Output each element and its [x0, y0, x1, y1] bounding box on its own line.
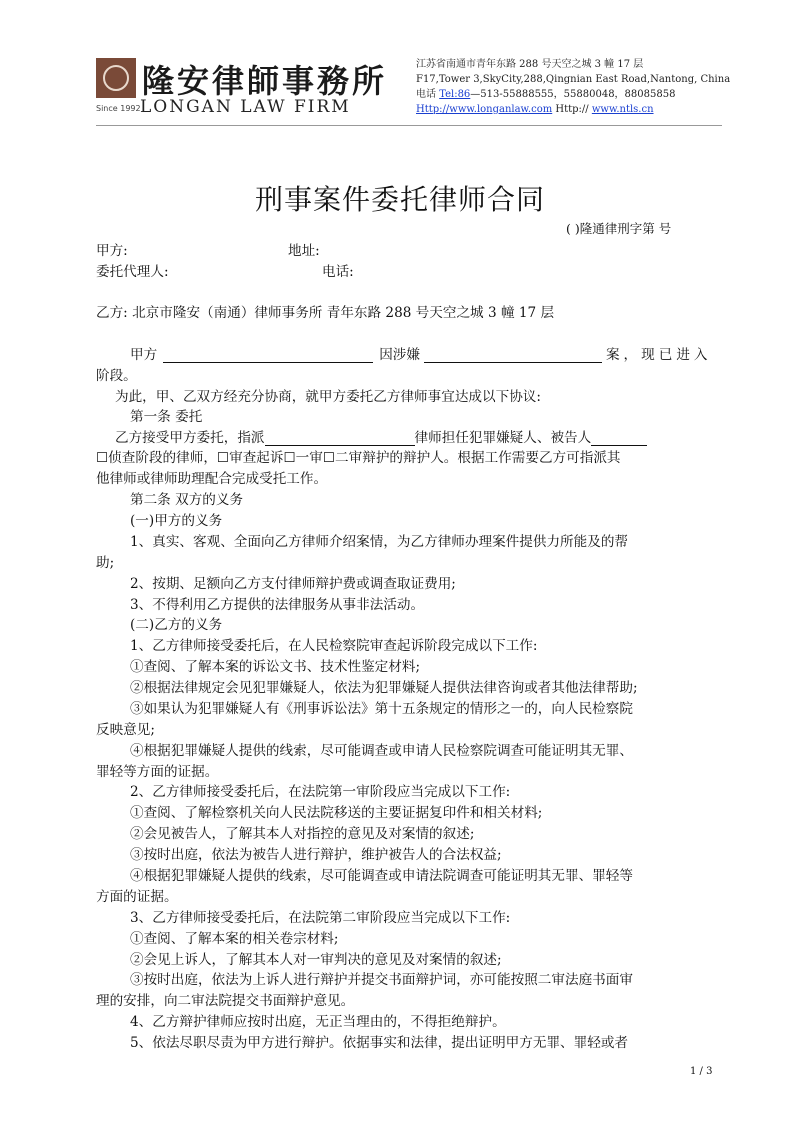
article-1-role-text: 律师担任犯罪嫌疑人、被告人 [414, 430, 592, 446]
party-b-duty-5: 5、依法尽职尽责为甲方进行辩护。依据事实和法律，提出证明甲方无罪、罪轻或者 [130, 1035, 629, 1051]
party-a-name-blank[interactable] [163, 348, 373, 363]
party-b-duty-3: 3、乙方律师接受委托后，在法院第二审阶段应当完成以下工作: [130, 910, 511, 926]
firm-logo-emblem [96, 58, 136, 98]
party-b-duty-3-item-1: ①查阅、了解本案的相关卷宗材料; [130, 931, 339, 947]
case-number: ( )隆通律刑字第 号 [566, 221, 672, 236]
intro-suspect-label: 因涉嫌 [379, 347, 420, 363]
firm-websites [416, 103, 654, 117]
party-b-duty-1-item-4: ④根据犯罪嫌疑人提供的线索，尽可能调查或申请人民检察院调查可能证明其无罪、 [130, 743, 633, 759]
article-1-line-2: ☐侦查阶段的律师，☐审查起诉☐一审☐二审辩护的辩护人。根据工作需要乙方可指派其 [96, 450, 621, 466]
party-b-duty-3-item-3-cont: 理的安排，向二审法院提交书面辩护意见。 [96, 993, 355, 1009]
firm-address-cn: 江苏省南通市青年东路 288 号天空之城 3 幢 17 层 [416, 59, 644, 70]
party-b-duty-2-item-4: ④根据犯罪嫌疑人提供的线索，尽可能调查或申请法院调查可能证明其无罪、罪轻等 [130, 868, 633, 884]
phone-prefix: 电话 [416, 89, 440, 100]
website-separator: Http:// [552, 104, 592, 115]
party-b-duty-3-item-3: ③按时出庭，依法为上诉人进行辩护并提交书面辩护词，亦可能按照二审法庭书面审 [130, 972, 633, 988]
article-1-line-3: 他律师或律师助理配合完成受托工作。 [96, 471, 328, 487]
party-b-duty-1-item-3: ③如果认为犯罪嫌疑人有《刑事诉讼法》第十五条规定的情形之一的，向人民检察院 [130, 701, 633, 717]
party-b-duty-2-item-3: ③按时出庭，依法为被告人进行辩护，维护被告人的合法权益; [130, 847, 502, 863]
article-1-title: 第一条 委托 [130, 409, 203, 425]
page-number: 1 / 3 [690, 1066, 713, 1077]
party-b-duty-1-item-2: ②根据法律规定会见犯罪嫌疑人，依法为犯罪嫌疑人提供法律咨询或者其他法律帮助; [130, 680, 638, 696]
website-link-longanlaw[interactable]: Http://www.longanlaw.com [416, 104, 553, 115]
party-b-duty-3-item-2: ②会见上诉人，了解其本人对一审判决的意见及对案情的叙述; [130, 952, 502, 968]
party-a-duty-1-cont: 助; [96, 555, 115, 571]
article-1-line-1 [115, 426, 725, 446]
website-link-ntls[interactable]: www.ntls.cn [591, 104, 654, 115]
party-a-duties-title: (一)甲方的义务 [130, 513, 223, 529]
intro-party-a-label: 甲方 [130, 347, 158, 363]
lawyer-name-blank[interactable] [265, 431, 415, 446]
party-b-duty-1-item-4-cont: 罪轻等方面的证据。 [96, 764, 219, 780]
party-b-duty-2-item-2: ②会见被告人，了解其本人对指控的意见及对案情的叙述; [130, 826, 475, 842]
phone-numbers: —513-55888555，55880048，88085858 [470, 89, 676, 100]
party-a-duty-2: 2、按期、足额向乙方支付律师辩护费或调查取证费用; [130, 576, 456, 592]
party-b-duty-4: 4、乙方辩护律师应按时出庭，无正当理由的，不得拒绝辩护。 [130, 1014, 506, 1030]
document-title: 刑事案件委托律师合同 [254, 183, 545, 216]
defendant-name-blank[interactable] [591, 431, 647, 446]
header-divider [96, 125, 722, 126]
phone-link[interactable]: Tel:86 [439, 89, 471, 100]
firm-phone [416, 88, 675, 102]
party-a-label: 甲方: [96, 243, 128, 259]
agent-label: 委托代理人: [96, 264, 169, 280]
party-b-duty-2: 2、乙方律师接受委托后，在法院第一审阶段应当完成以下工作: [130, 784, 511, 800]
agent-phone-label: 电话: [322, 264, 354, 280]
charge-blank[interactable] [424, 348, 602, 363]
intro-line [130, 343, 722, 363]
party-b-duties-title: (二)乙方的义务 [130, 617, 223, 633]
party-a-duty-3: 3、不得利用乙方提供的法律服务从事非法活动。 [130, 597, 425, 613]
party-b-duty-2-item-1: ①查阅、了解检察机关向人民法院移送的主要证据复印件和相关材料; [130, 805, 543, 821]
firm-logo-english: LONGAN LAW FIRM [140, 97, 351, 117]
party-b-info: 乙方: 北京市隆安（南通）律师事务所 青年东路 288 号天空之城 3 幢 17 层 [96, 305, 555, 321]
intro-stage: 阶段。 [96, 368, 137, 384]
article-2-title: 第二条 双方的义务 [130, 492, 244, 508]
party-a-duty-1: 1、真实、客观、全面向乙方律师介绍案情，为乙方律师办理案件提供力所能及的帮 [130, 534, 629, 550]
party-a-address-label: 地址: [288, 243, 320, 259]
party-b-duty-1-item-1: ①查阅、了解本案的诉讼文书、技术性鉴定材料; [130, 659, 421, 675]
firm-since-label: Since 1992 [96, 104, 141, 113]
party-b-duty-2-item-4-cont: 方面的证据。 [96, 889, 178, 905]
firm-logo-chinese: 隆安律師事務所 [142, 62, 388, 100]
firm-address-en: F17,Tower 3,SkyCity,288,Qingnian East Road,Nantong, China [416, 74, 731, 85]
party-b-duty-1: 1、乙方律师接受委托后，在人民检察院审查起诉阶段完成以下工作: [130, 638, 538, 654]
intro-case-label: 案，现已进入 [605, 347, 712, 363]
consensus-text: 为此，甲、乙双方经充分协商，就甲方委托乙方律师事宜达成以下协议: [115, 389, 541, 405]
party-b-duty-1-item-3-cont: 反映意见; [96, 722, 155, 738]
article-1-assign-text: 乙方接受甲方委托，指派 [115, 430, 265, 446]
